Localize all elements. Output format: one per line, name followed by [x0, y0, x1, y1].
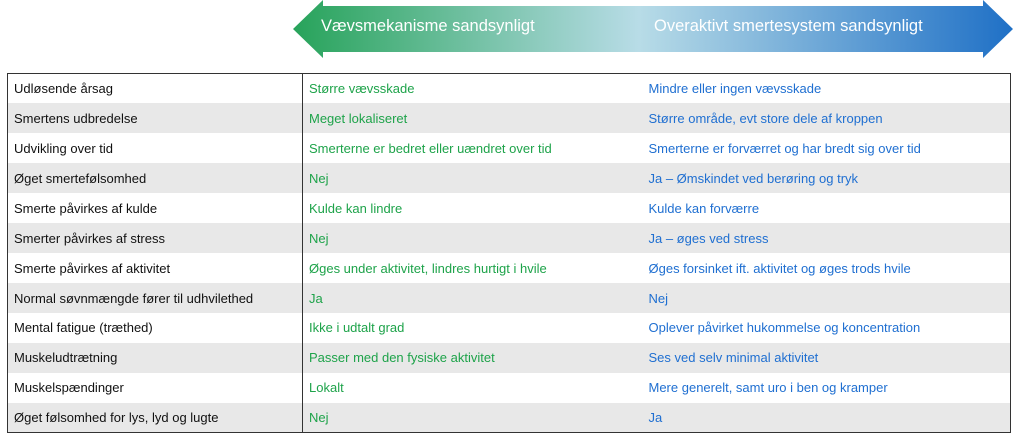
row-factor: Muskeludtrætning [8, 343, 303, 373]
row-tissue-value: Ja [303, 283, 643, 313]
row-factor: Udvikling over tid [8, 133, 303, 163]
table-row [8, 163, 1011, 193]
table-row [8, 403, 1011, 433]
row-tissue-value: Kulde kan lindre [309, 200, 403, 216]
table-row [8, 373, 1011, 403]
row-tissue-value: Nej [303, 223, 643, 253]
row-tissue-value: Øges under aktivitet, lindres hurtigt i hvile [309, 260, 547, 276]
row-tissue-value: Smerterne er bedret eller uændret over tid [309, 140, 552, 156]
row-factor: Mental fatigue (træthed) [8, 313, 303, 343]
row-overactive-value: Ja – øges ved stress [643, 223, 1011, 253]
row-factor: Øget smertefølsomhed [8, 163, 303, 193]
row-overactive-value: Øges forsinket ift. aktivitet og øges trods hvile [648, 260, 911, 276]
row-tissue-value: Ikke i udtalt grad [309, 320, 405, 336]
row-overactive-value: Ses ved selv minimal aktivitet [643, 343, 1011, 373]
row-tissue-value: Meget lokaliseret [303, 103, 643, 133]
table-row [8, 133, 1011, 163]
row-overactive-value: Mere generelt, samt uro i ben og kramper [648, 380, 888, 396]
double-arrow-banner [293, 0, 1013, 58]
row-factor: Normal søvnmængde fører til udhvilethed [8, 283, 303, 313]
row-factor: Smerte påvirkes af kulde [8, 193, 303, 223]
table-row [8, 74, 1011, 104]
row-tissue-value: Passer med den fysiske aktivitet [303, 343, 643, 373]
row-overactive-value: Smerterne er forværret og har bredt sig over tid [648, 140, 921, 156]
table-row [8, 343, 1011, 373]
table-row [8, 283, 1011, 313]
row-factor: Udløsende årsag [8, 74, 303, 104]
row-factor: Smerter påvirkes af stress [8, 223, 303, 253]
row-overactive-value: Større område, evt store dele af kroppen [643, 103, 1011, 133]
row-overactive-value: Mindre eller ingen vævsskade [648, 81, 822, 97]
row-overactive-value: Ja [643, 403, 1011, 433]
row-factor: Smerte påvirkes af aktivitet [8, 253, 303, 283]
arrow-label-overactive: Overaktivt smertesystem sandsynligt [654, 17, 923, 35]
table-row [8, 193, 1011, 223]
row-factor: Øget følsomhed for lys, lyd og lugte [8, 403, 303, 433]
table-row [8, 253, 1011, 283]
table-row [8, 313, 1011, 343]
row-overactive-value: Oplever påvirket hukommelse og koncentration [648, 320, 921, 336]
row-factor: Smertens udbredelse [8, 103, 303, 133]
row-overactive-value: Nej [643, 283, 1011, 313]
table-row [8, 223, 1011, 253]
row-overactive-value: Kulde kan forværre [648, 200, 760, 216]
row-tissue-value: Nej [303, 163, 643, 193]
row-tissue-value: Lokalt [309, 380, 344, 396]
table-row [8, 103, 1011, 133]
row-overactive-value: Ja – Ømskindet ved berøring og tryk [643, 163, 1011, 193]
row-factor: Muskelspændinger [8, 373, 303, 403]
row-tissue-value: Nej [303, 403, 643, 433]
comparison-table [7, 73, 1011, 433]
row-tissue-value: Større vævsskade [309, 81, 415, 97]
arrow-label-tissue: Vævsmekanisme sandsynligt [321, 17, 535, 35]
